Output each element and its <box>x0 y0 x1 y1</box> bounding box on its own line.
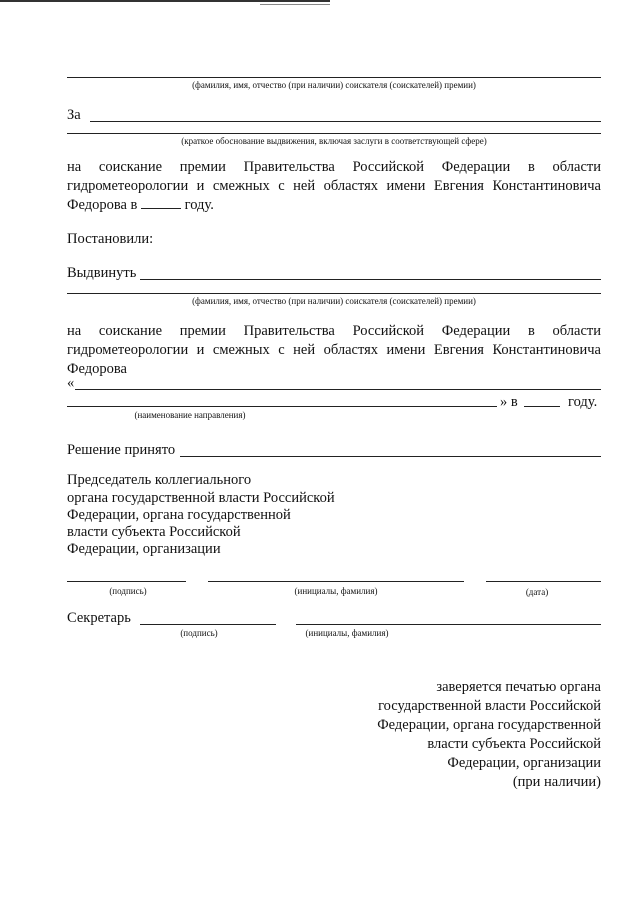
chairman-line: Федерации, организации <box>67 541 221 557</box>
chairman-line: органа государственной власти Российской <box>67 490 335 506</box>
seal-note-line: заверяется печатью органа <box>436 679 601 695</box>
chairman-line: Федерации, органа государственной <box>67 507 291 523</box>
secretary-signature-line[interactable] <box>140 624 276 625</box>
decision-label: Решение принято <box>67 442 176 458</box>
award-paragraph-1-line: гидрометеорологии и смежных с ней областях имени Евгения Константиновича <box>67 178 601 194</box>
award-paragraph-2-line: Федорова <box>67 361 127 377</box>
secretary-label: Секретарь <box>67 610 131 626</box>
award-paragraph-1-line <box>67 196 601 215</box>
secretary-initials-caption: (инициалы, фамилия) <box>305 628 389 638</box>
direction-line-2[interactable] <box>67 406 497 407</box>
chairman-line: Председатель коллегиального <box>67 472 252 488</box>
initials-caption: (инициалы, фамилия) <box>294 586 378 596</box>
quote-open: « <box>67 375 75 391</box>
justification-line-2[interactable] <box>67 133 601 134</box>
direction-line-1[interactable] <box>75 389 601 390</box>
direction-year-blank[interactable] <box>524 406 560 407</box>
direction-year-word: году. <box>568 394 598 410</box>
year-suffix: году. <box>184 197 214 213</box>
quote-close: » в <box>500 394 518 410</box>
seal-note-line: Федерации, организации <box>447 755 601 771</box>
chairman-signature-line[interactable] <box>67 581 186 582</box>
nominee-caption: (фамилия, имя, отчество (при наличии) соискателя (соискателей) премии) <box>192 80 476 90</box>
chairman-date-line[interactable] <box>486 581 601 582</box>
seal-note-line: Федерации, органа государственной <box>377 717 601 733</box>
seal-note <box>377 678 601 792</box>
justification-line[interactable] <box>90 121 601 122</box>
award-paragraph-2 <box>67 322 601 379</box>
secretary-initials-line[interactable] <box>296 624 601 625</box>
seal-note-line: (при наличии) <box>512 774 601 790</box>
nominate-line-2[interactable] <box>67 293 601 294</box>
nominate-label: Выдвинуть <box>67 265 137 281</box>
award-paragraph-2-line: на соискание премии Правительства Российской Федерации в области <box>67 323 601 339</box>
nominate-line[interactable] <box>140 279 601 280</box>
top-rule <box>0 0 330 2</box>
decision-line[interactable] <box>180 456 601 457</box>
award-paragraph-1 <box>67 158 601 215</box>
date-caption: (дата) <box>525 587 549 597</box>
chairman-line: власти субъекта Российской <box>67 524 241 540</box>
year-prefix: Федорова в <box>67 197 138 213</box>
signature-caption: (подпись) <box>109 586 147 596</box>
for-label: За <box>67 107 81 123</box>
justification-caption: (краткое обоснование выдвижения, включая заслуги в соответствующей сфере) <box>181 136 487 146</box>
award-paragraph-2-line: гидрометеорологии и смежных с ней областях имени Евгения Константиновича <box>67 342 601 358</box>
award-paragraph-1-line: на соискание премии Правительства Российской Федерации в области <box>67 159 601 175</box>
seal-note-line: государственной власти Российской <box>378 698 601 714</box>
chairman-initials-line[interactable] <box>208 581 464 582</box>
resolved-label: Постановили: <box>67 231 154 247</box>
year-blank[interactable] <box>141 196 181 209</box>
top-rule-short <box>260 4 330 5</box>
seal-note-line: власти субъекта Российской <box>427 736 601 752</box>
nominee-line[interactable] <box>67 77 601 78</box>
nominee-caption-2: (фамилия, имя, отчество (при наличии) соискателя (соискателей) премии) <box>192 296 476 306</box>
secretary-signature-caption: (подпись) <box>180 628 218 638</box>
direction-caption: (наименование направления) <box>134 410 246 420</box>
